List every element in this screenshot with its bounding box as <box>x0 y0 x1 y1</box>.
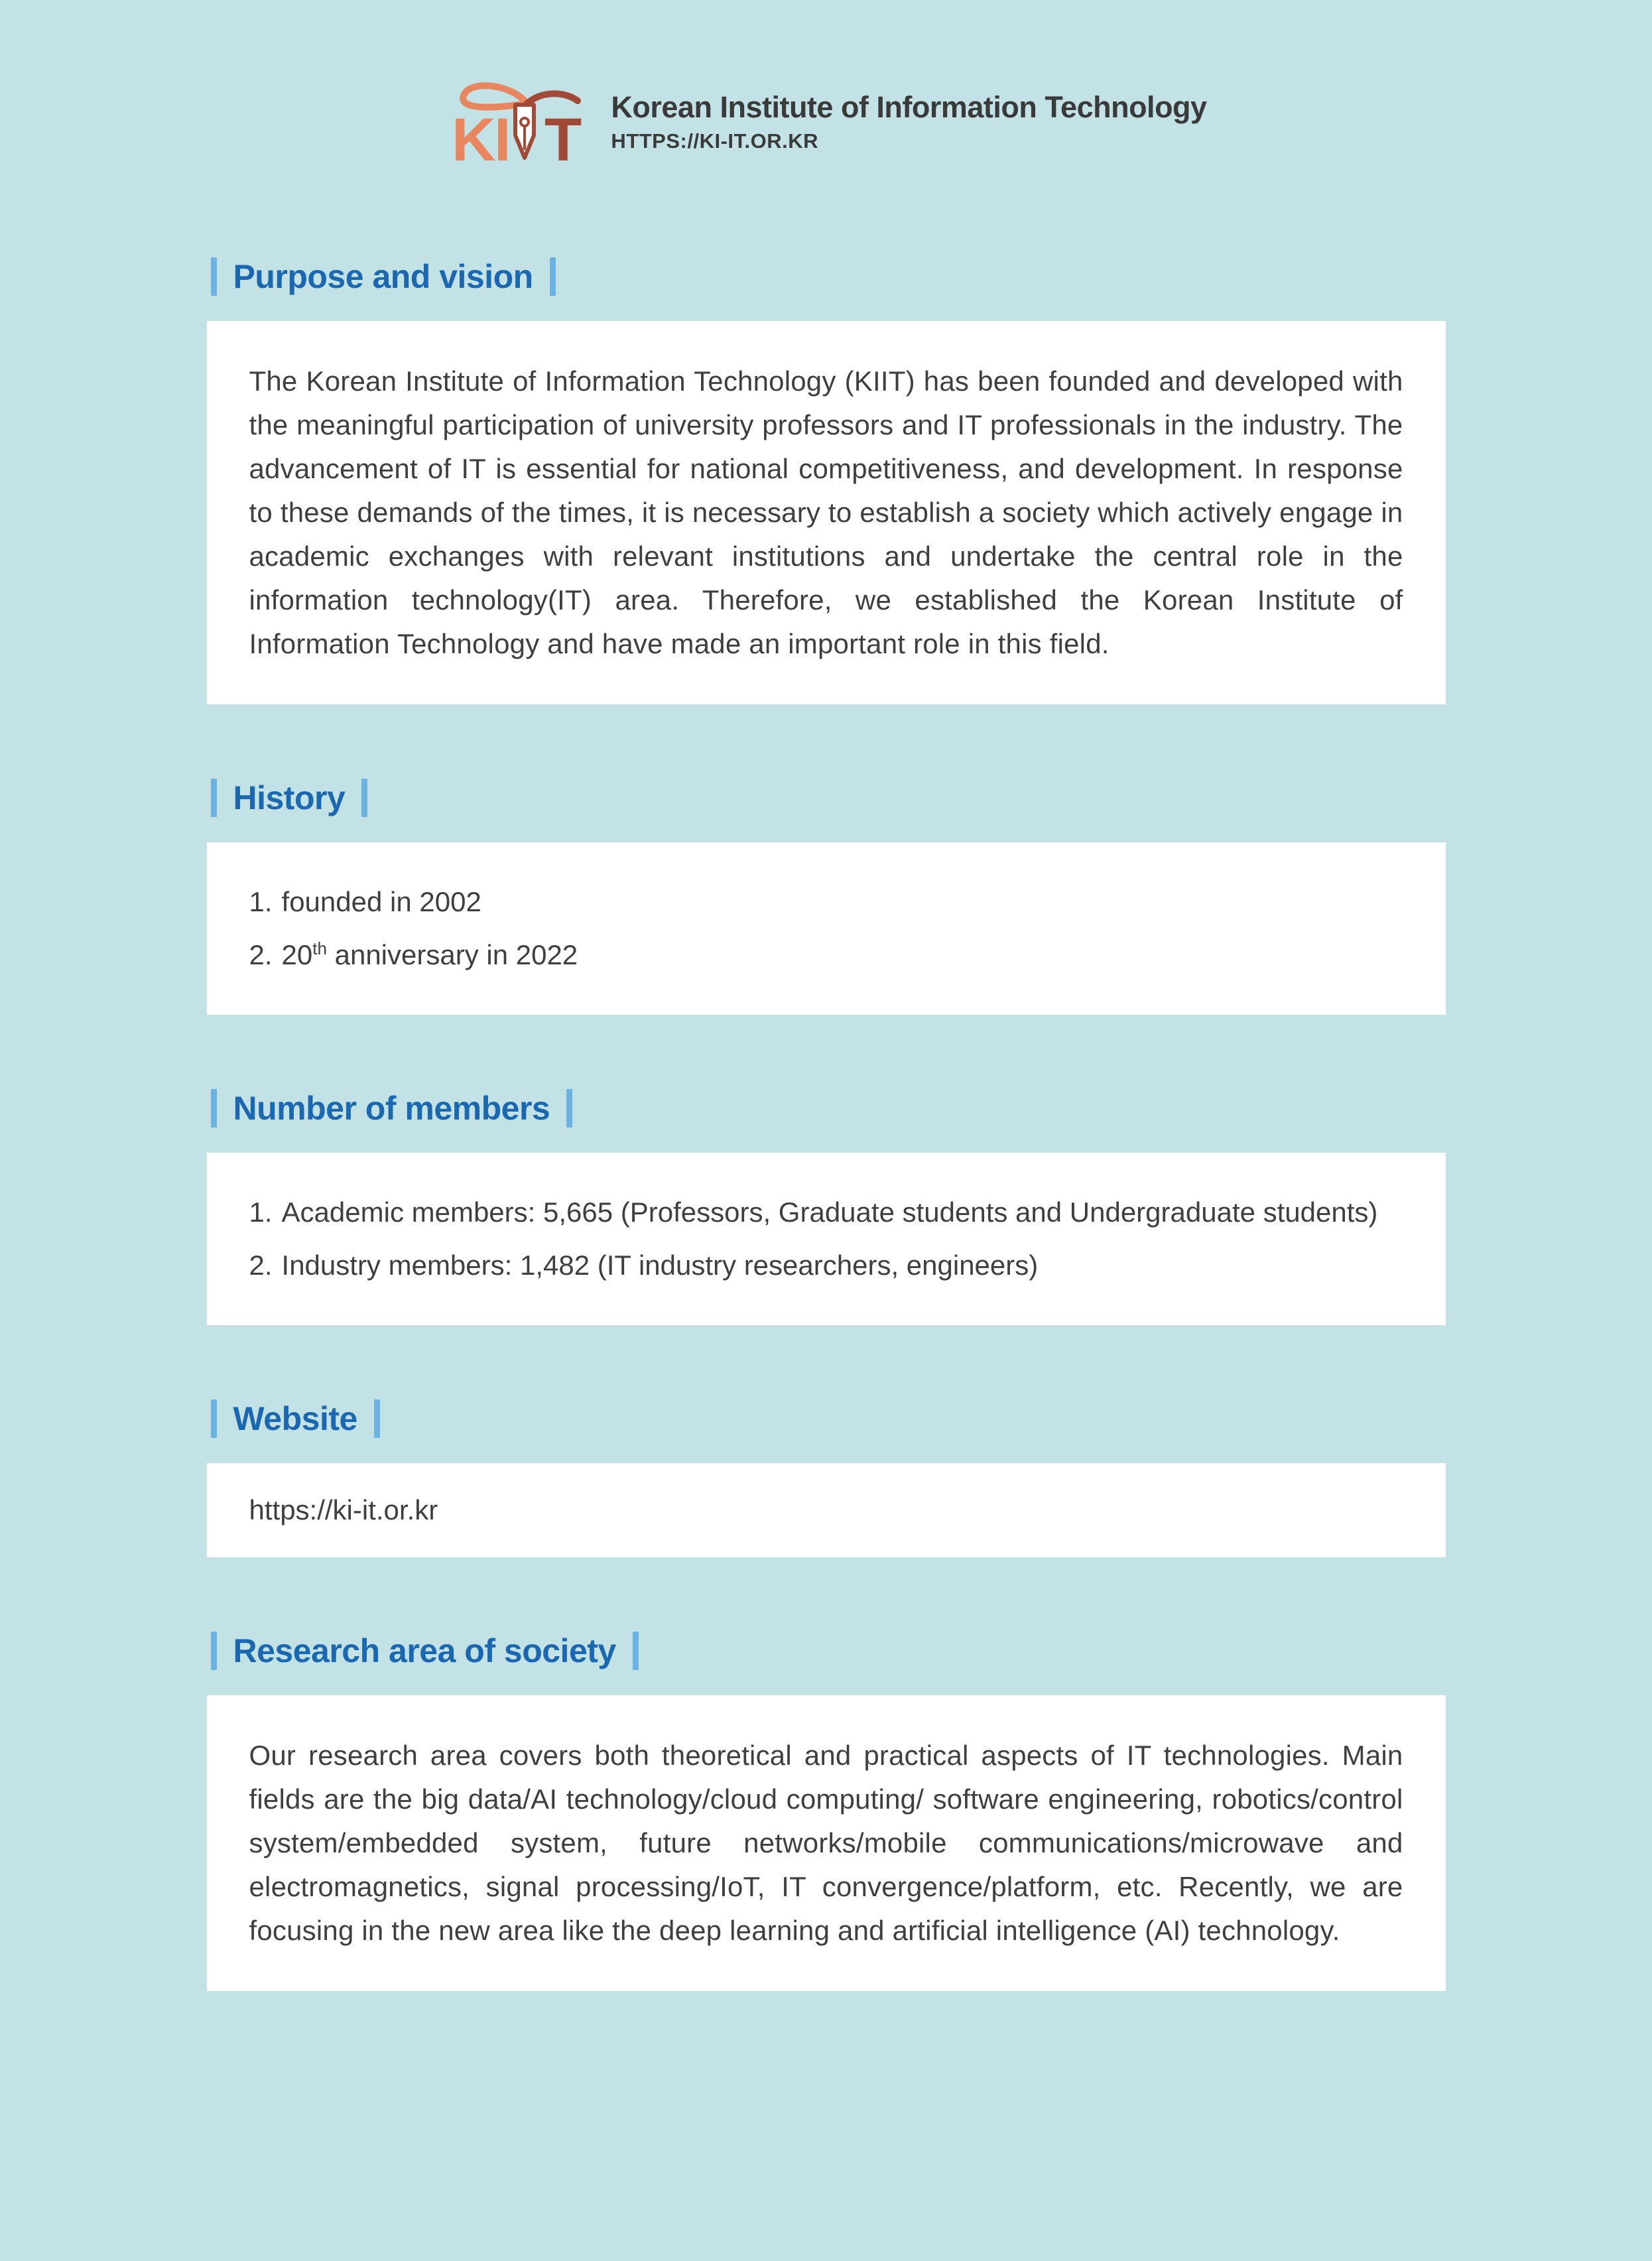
title-bar-right <box>374 1399 380 1438</box>
purpose-box <box>207 321 1446 704</box>
section-title-text: Number of members <box>233 1090 550 1127</box>
org-block <box>611 91 1206 154</box>
website-box <box>207 1463 1446 1557</box>
list-item-text: Industry members: 1,482 (IT industry researchers, engineers) <box>281 1250 1039 1281</box>
list-item <box>249 1191 1403 1234</box>
list-item-number: 2. <box>249 939 273 970</box>
list-item <box>249 881 1403 923</box>
purpose-paragraph: The Korean Institute of Information Technology (KIIT) has been founded and developed with the meaningful participation of university professors and IT professionals in the industry. The advancement of IT is essential for national competitiveness, and development. In response to these demands of the times, it is necessary to establish a society which actively engage in academic exchanges with relevant institutions and undertake the central role in the information technology(IT) area. Therefore, we established the Korean Institute of Information Technology and have made an important role in this field. <box>249 365 1403 659</box>
title-bar-right <box>566 1089 572 1128</box>
title-bar-right <box>550 257 556 296</box>
list-item <box>249 1244 1403 1287</box>
section-title-text: Purpose and vision <box>233 258 533 295</box>
section-research <box>207 1632 1446 1991</box>
section-title-text: History <box>233 779 346 816</box>
section-purpose <box>207 257 1446 704</box>
ordinal-suffix: th <box>312 938 327 958</box>
list-item-number: 1. <box>249 886 273 917</box>
title-bar-left <box>211 779 217 817</box>
org-url: HTTPS://KI-IT.OR.KR <box>611 129 819 153</box>
title-bar-right <box>361 779 367 817</box>
section-title-research <box>211 1632 1446 1670</box>
pen-nib-icon <box>515 105 534 158</box>
history-box <box>207 842 1446 1015</box>
title-bar-left <box>211 1632 217 1670</box>
list-item-text <box>282 934 578 976</box>
section-members <box>207 1089 1446 1325</box>
list-item-number: 1. <box>249 1196 273 1228</box>
section-title-members <box>211 1089 1446 1128</box>
research-paragraph: Our research area covers both theoretical and practical aspects of IT technologies. Main fields are the big data/AI technology/cloud computing/ software engineering, robotics/control system/embedded system, future networks/mobile communications/microwave and electromagnetics, signal processing/IoT, IT convergence/platform, etc. Recently, we are focusing in the new area like the deep learning and artificial intelligence (AI) technology. <box>249 1740 1403 1946</box>
logo-letter-t: T <box>544 106 582 167</box>
anniversary-number: 20 <box>281 939 313 970</box>
title-bar-left <box>211 257 217 296</box>
section-title-text: Research area of society <box>233 1632 616 1669</box>
logo-letter-k: K <box>452 106 496 167</box>
list-item <box>249 934 1403 976</box>
research-box <box>207 1695 1446 1991</box>
history-list <box>249 881 1403 976</box>
members-box <box>207 1153 1446 1325</box>
masthead <box>0 0 1652 167</box>
section-history <box>207 779 1446 1015</box>
kiit-logo <box>445 77 590 167</box>
list-item-number: 2. <box>249 1250 273 1281</box>
section-website <box>207 1399 1446 1557</box>
list-item-text: founded in 2002 <box>281 886 481 917</box>
section-title-history <box>211 779 1446 817</box>
title-bar-left <box>211 1089 217 1128</box>
anniversary-rest: anniversary in 2022 <box>326 939 578 970</box>
org-name: Korean Institute of Information Technology <box>611 90 1207 124</box>
section-title-purpose <box>211 257 1446 296</box>
title-bar-right <box>633 1632 639 1670</box>
members-list <box>249 1191 1403 1287</box>
kiit-logo-graphic <box>445 77 590 167</box>
list-item-text: Academic members: 5,665 (Professors, Graduate students and Undergraduate students) <box>281 1196 1378 1228</box>
section-title-website <box>211 1399 1446 1438</box>
section-title-text: Website <box>233 1400 357 1437</box>
logo-letter-i: I <box>494 106 511 167</box>
website-url: https://ki-it.or.kr <box>249 1494 438 1525</box>
content-column <box>207 257 1446 1991</box>
title-bar-left <box>211 1399 217 1438</box>
